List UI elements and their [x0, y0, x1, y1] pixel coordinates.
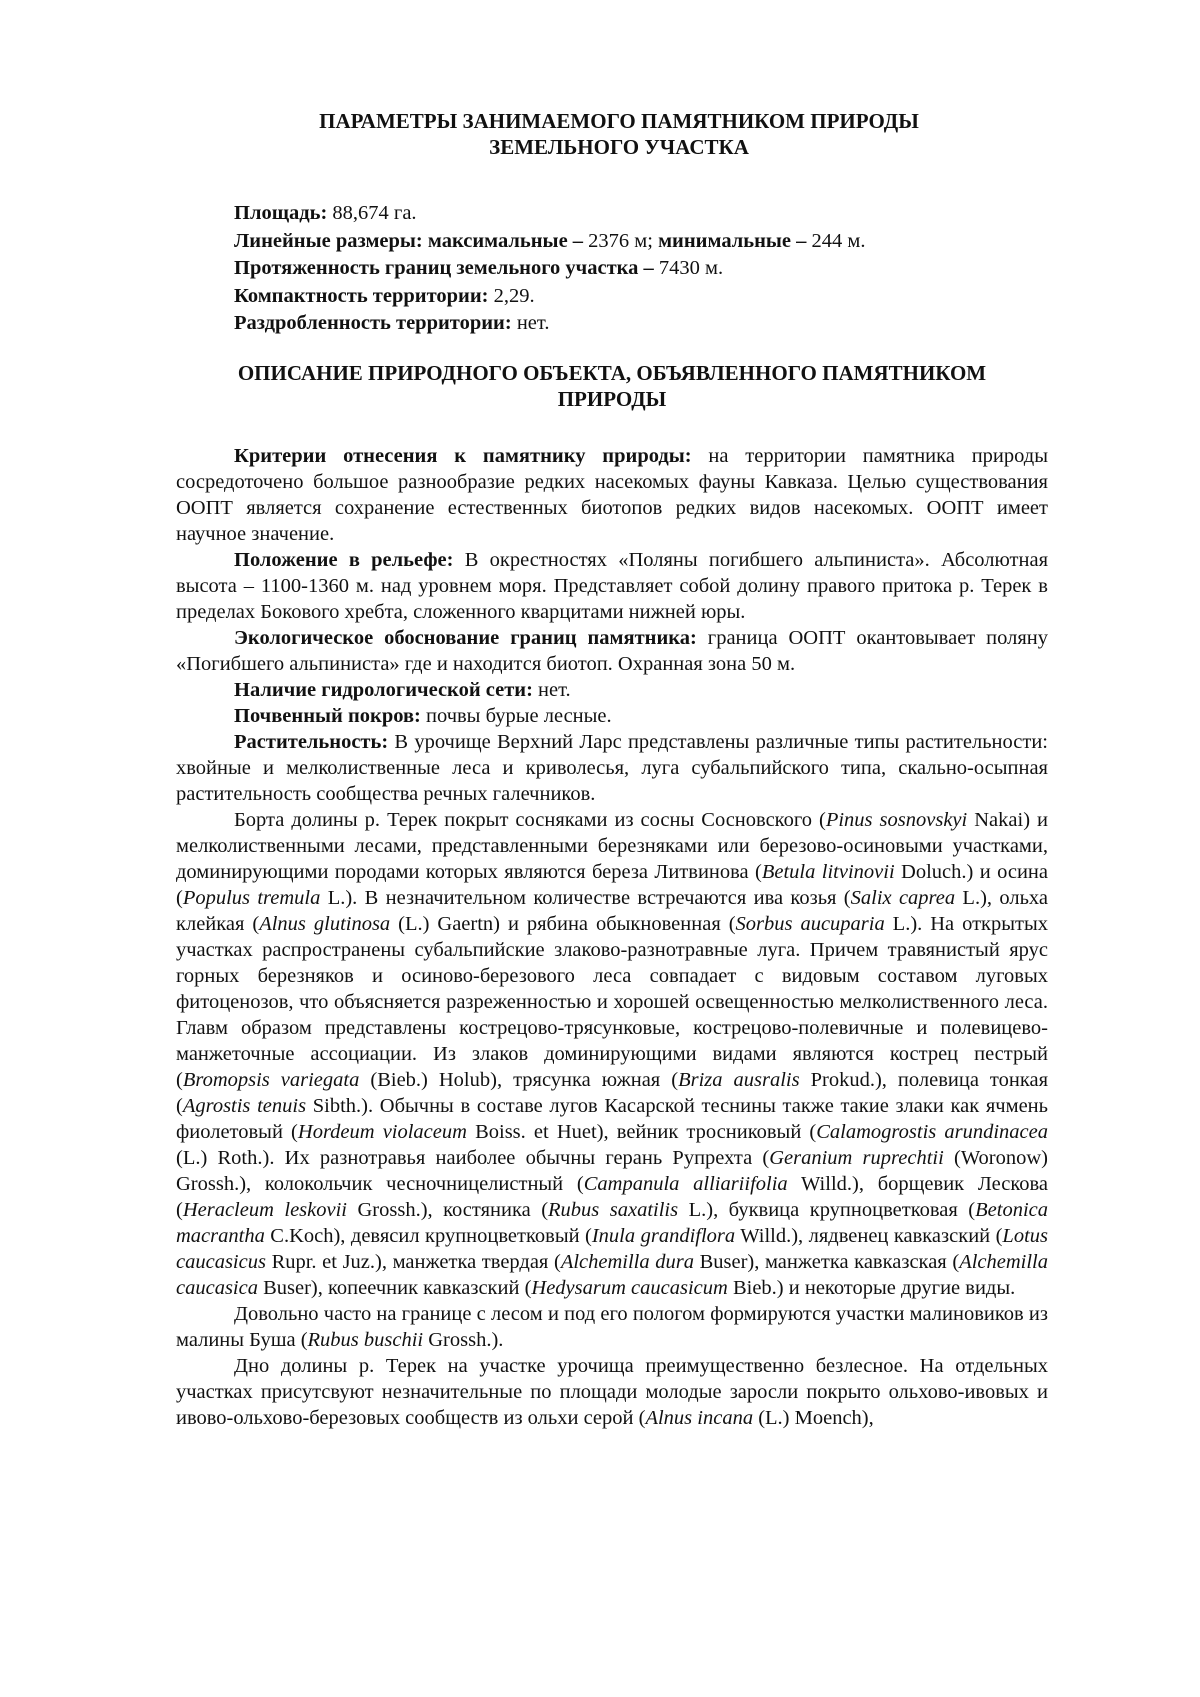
- param-label: Компактность территории:: [234, 284, 489, 307]
- species-name: Geranium ruprechtii: [769, 1146, 944, 1169]
- paragraph-text: (Bieb.) Holub), трясунка южная (: [359, 1068, 679, 1091]
- description-body: [176, 443, 1048, 1431]
- paragraph-text: (Woronow) Grossh.), колокольчик чесночницелистный (: [176, 1146, 1048, 1195]
- paragraph-vegetation-detail: [176, 1301, 1048, 1353]
- species-name: Agrostis tenuis: [182, 1094, 307, 1117]
- paragraph-label: Почвенный покров:: [234, 704, 421, 727]
- vegetation-details: [176, 807, 1048, 1431]
- paragraph-label: Положение в рельефе:: [234, 548, 454, 571]
- paragraph-text: L.), буквица крупноцветковая (: [678, 1198, 976, 1221]
- species-name: Alnus glutinosa: [259, 912, 391, 935]
- paragraph-text: почвы бурые лесные.: [420, 704, 612, 727]
- section-title-description: [176, 360, 1048, 412]
- species-name: Alchemilla caucasica: [176, 1250, 1048, 1299]
- paragraph-text: граница ООПТ окантовывает поляну «Погибшего альпиниста» где и находится биотоп. Охранная зона 50 м.: [176, 626, 1048, 675]
- species-name: Campanula alliariifolia: [583, 1172, 788, 1195]
- species-name: Betula litvinovii: [761, 860, 895, 883]
- species-name: Hedysarum caucasicum: [531, 1276, 728, 1299]
- paragraph-text: L.). На открытых участках распространены субальпийские злаково-разнотравные луга. Причем травянистый ярус горных березняков и осиново-березового леса совпадает с видовым составом луговых фитоценозов, что объясняется разреженностью и хорошей освещенностью мелколиственного леса. Главм образом представлены кострецово-трясунковые, кострецово-полевичные и полевицево-манжеточные ассоциации. Из злаков доминирующими видами являются кострец пестрый (: [176, 912, 1048, 1091]
- paragraph-text: Doluch.) и осина (: [176, 860, 1048, 909]
- param-value: 244 м.: [806, 229, 866, 252]
- species-name: Rubus saxatilis: [548, 1198, 679, 1221]
- param-value: 7430 м.: [653, 257, 724, 279]
- paragraph-text: В окрестностях «Поляны погибшего альпиниста». Абсолютная высота – 1100-1360 м. над уровнем моря. Представляет собой долину правого притока р. Терек в пределах Бокового хребта, сложенного кварцитами нижней юры.: [176, 548, 1049, 623]
- param-label: Протяженность границ земельного участка –: [234, 257, 654, 279]
- paragraph-text: Grossh.).: [423, 1328, 504, 1351]
- param-fragmentation: [234, 310, 1048, 338]
- paragraph-text: Довольно часто на границе с лесом и под его пологом формируются участки малиновиков из малины Буша (: [176, 1302, 1048, 1351]
- param-boundary-length: [234, 255, 1048, 283]
- param-value: 2376 м;: [583, 229, 659, 252]
- param-label: Площадь:: [234, 202, 328, 224]
- param-linear-size: [234, 228, 1048, 256]
- species-name: Briza ausralis: [678, 1068, 800, 1091]
- paragraph-text: (L.) Roth.). Их разнотравья наиболее обычны герань Рупрехта (: [176, 1146, 770, 1169]
- species-name: Salix caprea: [850, 886, 956, 909]
- paragraph-text: (L.) Gaertn) и рябина обыкновенная (: [390, 912, 736, 935]
- species-name: Populus tremula: [182, 886, 321, 909]
- paragraph-text: Sibth.). Обычны в составе лугов Касарской теснины также такие злаки как ячмень фиолетовый (: [176, 1094, 1048, 1143]
- paragraph-ecological-rationale: [176, 625, 1048, 677]
- param-value: 2,29.: [488, 284, 535, 307]
- param-label: Раздробленность территории:: [234, 312, 512, 334]
- param-area: [234, 200, 1048, 228]
- param-label: минимальные –: [658, 229, 807, 252]
- paragraph-text: Борта долины р. Терек покрыт сосняками из сосны Сосновского (: [234, 808, 826, 831]
- paragraph-text: на территории памятника природы сосредоточено большое разнообразие редких насекомых фауны Кавказа. Целью существования ООПТ является сохранение естественных биотопов редких видов насекомых. ООПТ имеет научное значение.: [176, 444, 1049, 545]
- species-name: Pinus sosnovskyi: [825, 808, 968, 831]
- paragraph-vegetation-detail: [176, 807, 1048, 1301]
- paragraph-text: Дно долины р. Терек на участке урочища преимущественно безлесное. На отдельных участках присутсвуют незначительные по площади молодые заросли покрыто ольхово-ивовых и ивово-ольхово-березовых сообществ из ольхи серой (: [176, 1354, 1048, 1429]
- paragraph-text: L.). В незначительном количестве встречаются ива козья (: [320, 886, 851, 909]
- paragraph-hydrology: [176, 677, 1048, 703]
- section-title-parameters: [190, 108, 1048, 160]
- paragraph-label: Наличие гидрологической сети:: [234, 678, 533, 701]
- species-name: Alchemilla dura: [560, 1250, 694, 1273]
- param-value: нет.: [511, 312, 550, 334]
- paragraph-text: Buser), копеечник кавказский (: [257, 1276, 532, 1299]
- species-name: Alnus incana: [645, 1406, 754, 1429]
- paragraph-text: C.Koch), девясил крупноцветковый (: [264, 1224, 592, 1247]
- title-line: ОПИСАНИЕ ПРИРОДНОГО ОБЪЕКТА, ОБЪЯВЛЕННОГО ПАМЯТНИКОМ: [237, 360, 987, 385]
- paragraph-label: Экологическое обоснование границ памятника:: [234, 626, 697, 649]
- species-name: Calamogrostis arundinacea: [816, 1120, 1048, 1143]
- parameters-list: [234, 200, 1048, 338]
- species-name: Sorbus aucuparia: [735, 912, 885, 935]
- paragraph-vegetation-detail: [176, 1353, 1048, 1431]
- paragraph-text: L.), ольха клейкая (: [176, 886, 1048, 935]
- paragraph-text: Prokud.), полевица тонкая (: [176, 1068, 1049, 1117]
- param-compactness: [234, 283, 1048, 311]
- species-name: Heracleum leskovii: [182, 1198, 347, 1221]
- paragraph-text: Willd.), лядвенец кавказский (: [735, 1224, 1003, 1247]
- title-line: ЗЕМЕЛЬНОГО УЧАСТКА: [489, 135, 749, 159]
- paragraph-label: Критерии отнесения к памятнику природы:: [234, 444, 692, 467]
- param-label: Линейные размеры: максимальные –: [234, 229, 584, 252]
- paragraph-text: нет.: [532, 678, 571, 701]
- paragraph-text: Grossh.), костяника (: [347, 1198, 549, 1221]
- paragraph-text: Buser), манжетка кавказская (: [693, 1250, 960, 1273]
- paragraph-criteria: [176, 443, 1048, 547]
- species-name: Betonica macrantha: [176, 1198, 1048, 1247]
- paragraph-label: Растительность:: [234, 730, 389, 753]
- species-name: Rubus buschii: [307, 1328, 424, 1351]
- paragraph-text: (L.) Moench),: [753, 1406, 874, 1429]
- title-line: ПАРАМЕТРЫ ЗАНИМАЕМОГО ПАМЯТНИКОМ ПРИРОДЫ: [319, 109, 919, 133]
- paragraph-text: Rupr. et Juz.), манжетка твердая (: [265, 1250, 561, 1273]
- species-name: Inula grandiflora: [591, 1224, 736, 1247]
- paragraph-text: В урочище Верхний Ларс представлены различные типы растительности: хвойные и мелколиственные леса и криволесья, луга субальпийского типа, скально-осыпная растительность сообщества речных галечников.: [176, 730, 1048, 805]
- paragraph-soil: [176, 703, 1048, 729]
- paragraph-text: Bieb.) и некоторые другие виды.: [727, 1276, 1016, 1299]
- paragraph-vegetation: [176, 729, 1048, 807]
- document-page: [176, 108, 1048, 1431]
- param-value: 88,674 га.: [327, 202, 417, 224]
- species-name: Bromopsis variegata: [182, 1068, 360, 1091]
- species-name: Hordeum violaceum: [297, 1120, 467, 1143]
- title-line: ПРИРОДЫ: [557, 386, 667, 411]
- paragraph-text: Boiss. et Huet), вейник тросниковый (: [466, 1120, 817, 1143]
- paragraph-relief: [176, 547, 1048, 625]
- species-name: Lotus caucasicus: [176, 1224, 1048, 1273]
- paragraph-text: Nakai) и мелколиственными лесами, представленными березняками или березово-осиновыми участками, доминирующими породами которых являются береза Литвинова (: [176, 808, 1049, 883]
- paragraph-text: Willd.), борщевик Лескова (: [176, 1172, 1048, 1221]
